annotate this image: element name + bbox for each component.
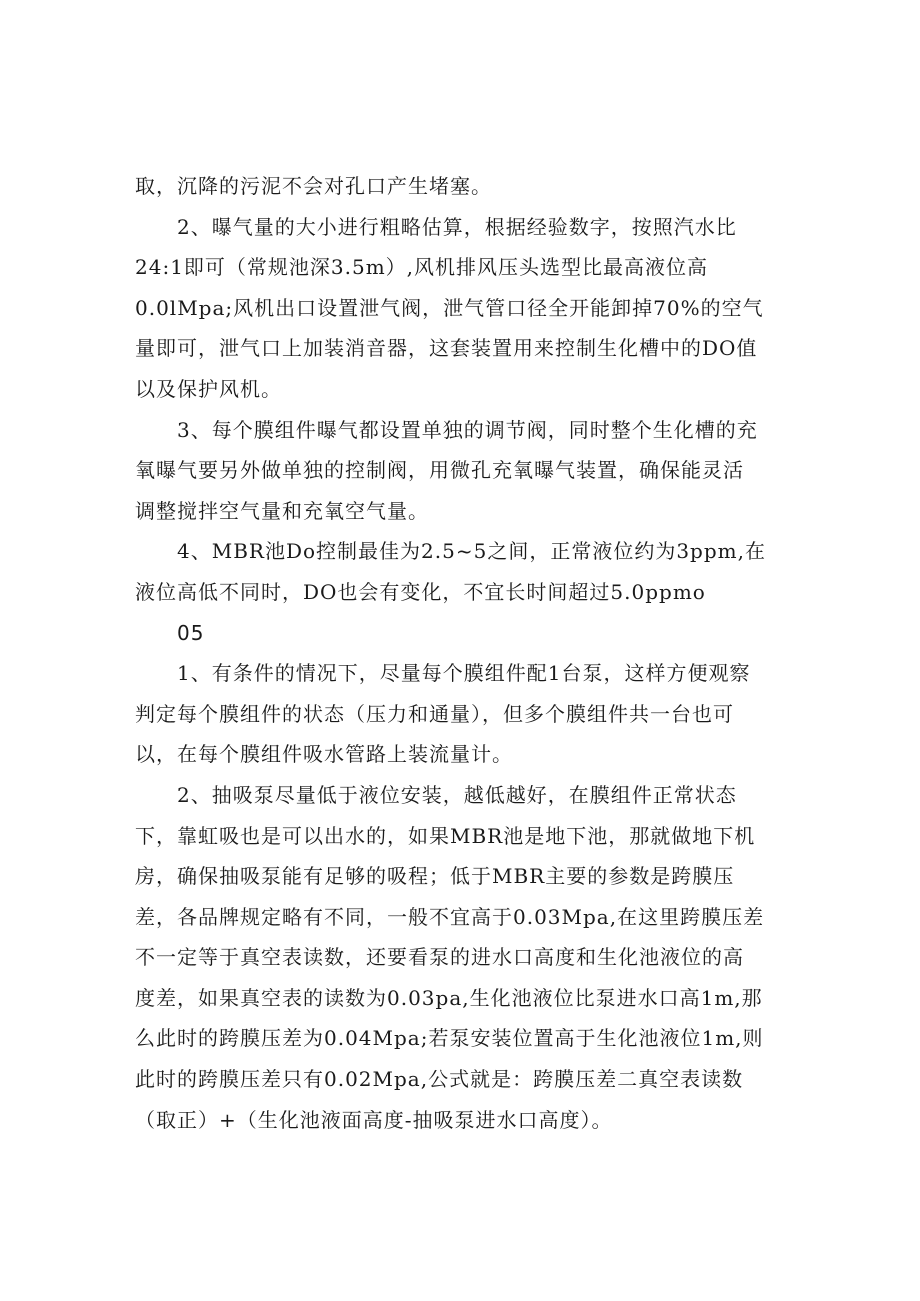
text-line-1: 取，沉降的污泥不会对孔口产生堵塞。 [135,174,492,198]
text-line-22: 么此时的跨膜压差为0.04Mpa;若泵安装位置高于生化池液位1m,则 [135,1026,764,1051]
text-line-16: 2、抽吸泵尽量低于液位安装，越低越好，在膜组件正常状态 [177,782,737,807]
text-line-9: 调整搅拌空气量和充氧空气量。 [135,498,429,523]
text-line-6: 以及保护风机。 [135,376,282,401]
text-line-5: 量即可，泄气口上加装消音器，这套装置用来控制生化槽中的DO值 [135,336,758,361]
text-line-3: 24:1即可（常规池深3.5m）,风机排风压头选型比最高液位高 [135,255,709,280]
text-line-19: 差，各品牌规定略有不同，一般不宜高于0.03Mpa,在这里跨膜压差 [135,904,765,929]
document-body [135,166,785,1140]
text-line-21: 度差，如果真空表的读数为0.03pa,生化池液位比泵进水口高1m,那 [135,985,763,1010]
text-line-4: 0.0lMpa;风机出口设置泄气阀，泄气管口径全开能卸掉70%的空气 [135,295,764,320]
text-line-11: 液位高低不同时，DO也会有变化，不宜长时间超过5.0ppmo [135,579,706,604]
text-line-20: 不一定等于真空表读数，还要看泵的进水口高度和生化池液位的高 [135,945,744,970]
text-line-14: 判定每个膜组件的状态（压力和通量），但多个膜组件共一台也可 [135,701,734,726]
text-line-23: 此时的跨膜压差只有0.02Mpa,公式就是：跨膜压差二真空表读数 [135,1067,744,1092]
text-line-13: 1、有条件的情况下，尽量每个膜组件配1台泵，这样方便观察 [177,661,751,686]
text-line-8: 氧曝气要另外做单独的控制阀，用微孔充氧曝气装置，确保能灵活 [135,458,744,483]
section-heading: 05 [177,620,205,645]
text-line-7: 3、每个膜组件曝气都设置单独的调节阀，同时整个生化槽的充 [177,417,758,442]
text-line-24: （取正）+（生化池液面高度-抽吸泵进水口高度）。 [135,1107,613,1132]
text-line-18: 房，确保抽吸泵能有足够的吸程；低于MBR主要的参数是跨膜压 [135,864,735,889]
text-line-15: 以，在每个膜组件吸水管路上装流量计。 [135,742,513,767]
text-line-10: 4、MBR池Do控制最佳为2.5~5之间，正常液位约为3ppm,在 [177,539,766,564]
text-line-2: 2、曝气量的大小进行粗略估算，根据经验数字，按照汽水比 [177,214,737,239]
text-line-17: 下，靠虹吸也是可以出水的，如果MBR池是地下池，那就做地下机 [135,823,756,848]
